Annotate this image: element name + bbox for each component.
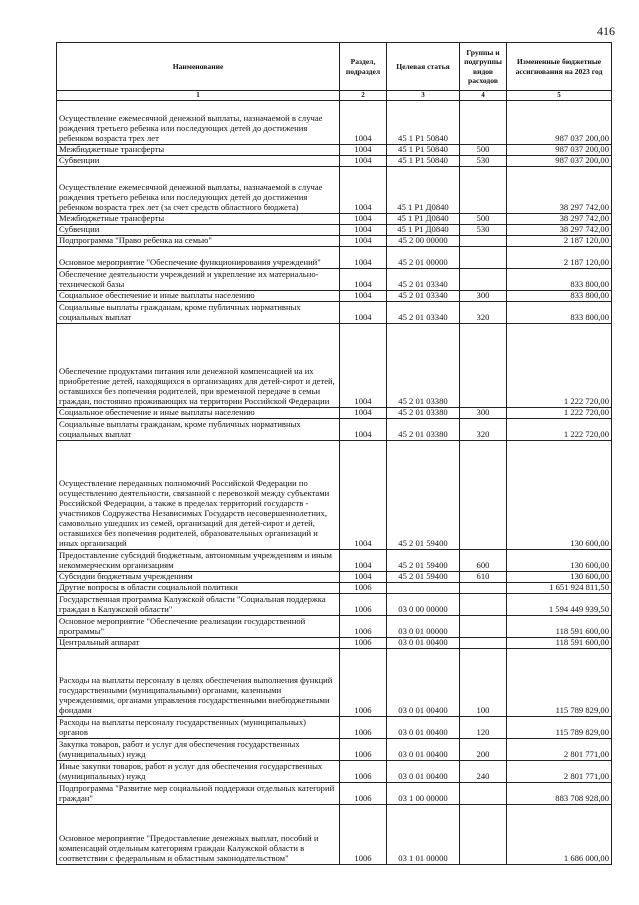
row-target-article: 45 2 01 03380 [387,419,460,441]
row-name: Основное мероприятие "Предоставление денежных выплат, пособий и компенсаций отдельным категориям граждан Калужской области в соответствии с федеральным и областным законодательством" [57,805,340,865]
row-section: 1004 [340,167,387,214]
table-row [57,572,612,583]
row-amount: 38 297 742,00 [507,167,612,214]
table-row [57,717,612,739]
row-expense-group [460,805,507,865]
row-section: 1004 [340,247,387,269]
table-row [57,761,612,783]
row-expense-group: 600 [460,550,507,572]
row-section: 1004 [340,408,387,419]
row-target-article: 03 0 01 00400 [387,761,460,783]
row-name: Другие вопросы в области социальной политики [57,583,340,594]
table-row [57,441,612,550]
row-target-article: 45 2 01 03340 [387,291,460,302]
row-target-article: 45 1 P1 Д0840 [387,167,460,214]
row-target-article: 45 1 P1 50840 [387,156,460,167]
row-name: Осуществление ежемесячной денежной выплаты, назначаемой в случае рождения третьего ребенка или последующих детей до достижения ребенком возраста трех лет [57,101,340,145]
row-name: Субвенции [57,156,340,167]
row-amount: 115 789 829,00 [507,717,612,739]
row-target-article: 45 1 P1 Д0840 [387,214,460,225]
row-expense-group: 500 [460,145,507,156]
row-amount: 115 789 829,00 [507,649,612,717]
row-expense-group [460,167,507,214]
row-name: Основное мероприятие "Обеспечение реализации государственной программы" [57,616,340,638]
row-target-article: 03 0 01 00400 [387,717,460,739]
row-amount: 38 297 742,00 [507,225,612,236]
row-name: Межбюджетные трансферты [57,145,340,156]
row-name: Социальное обеспечение и иные выплаты населению [57,408,340,419]
row-section: 1004 [340,145,387,156]
page-number: 416 [597,24,615,38]
row-section: 1004 [340,324,387,408]
row-expense-group: 320 [460,302,507,324]
header-target: Целевая статья [387,43,460,91]
column-number: 4 [460,91,507,101]
row-section: 1004 [340,572,387,583]
row-amount: 1 222 720,00 [507,408,612,419]
row-name: Межбюджетные трансферты [57,214,340,225]
row-name: Иные закупки товаров, работ и услуг для обеспечения государственных (муниципальных) нужд [57,761,340,783]
row-target-article: 03 0 01 00400 [387,649,460,717]
row-name: Осуществление переданных полномочий Российской Федерации по осуществлению деятельности, связанной с перевозкой между субъектами Российской Федерации, а также в пределах территорий государств - участников Содружества Независимых Государств несовершеннолетних, самовольно ушедших из семей, организаций для детей-сирот и детей, оставшихся без попечения родителей, образовательных организаций и иных организаций [57,441,340,550]
row-section: 1006 [340,739,387,761]
row-amount: 130 600,00 [507,572,612,583]
row-target-article: 45 2 01 03380 [387,408,460,419]
header-group: Группы и подгруппы видов расходов [460,43,507,91]
row-expense-group: 100 [460,649,507,717]
row-section: 1006 [340,805,387,865]
row-target-article [387,583,460,594]
table-row [57,156,612,167]
row-expense-group: 200 [460,739,507,761]
row-expense-group: 240 [460,761,507,783]
row-target-article: 45 2 01 03340 [387,269,460,291]
row-expense-group [460,247,507,269]
table-row [57,616,612,638]
row-name: Основное мероприятие "Обеспечение функционирования учреждений" [57,247,340,269]
row-expense-group [460,783,507,805]
row-section: 1004 [340,291,387,302]
table-row [57,783,612,805]
row-amount: 833 800,00 [507,291,612,302]
row-name: Расходы на выплаты персоналу в целях обеспечения выполнения функций государственными (муниципальными) органами, казенными учреждениями, органами управления государственными внебюджетными фондами [57,649,340,717]
row-amount: 2 801 771,00 [507,761,612,783]
table-row [57,324,612,408]
row-expense-group [460,594,507,616]
row-section: 1004 [340,269,387,291]
row-amount: 833 800,00 [507,302,612,324]
row-target-article: 03 0 01 00000 [387,616,460,638]
row-section: 1006 [340,761,387,783]
table-row [57,408,612,419]
row-amount: 118 591 600,00 [507,616,612,638]
row-amount: 130 600,00 [507,550,612,572]
row-target-article: 45 1 P1 50840 [387,145,460,156]
row-name: Обеспечение продуктами питания или денежной компенсацией на их приобретение детей, находящихся в организациях для детей-сирот и детей, оставшихся без попечения родителей, при временной передаче в семьи граждан, постоянно проживающих на территории Российской Федерации [57,324,340,408]
row-amount: 1 686 000,00 [507,805,612,865]
row-name: Подпрограмма "Развитие мер социальной поддержки отдельных категорий граждан" [57,783,340,805]
row-section: 1006 [340,649,387,717]
row-amount: 1 594 449 939,50 [507,594,612,616]
row-section: 1006 [340,594,387,616]
row-section: 1004 [340,419,387,441]
column-number: 3 [387,91,460,101]
row-expense-group: 610 [460,572,507,583]
table-body [57,101,612,865]
row-amount: 1 651 924 811,50 [507,583,612,594]
row-expense-group: 530 [460,225,507,236]
row-amount: 987 037 200,00 [507,101,612,145]
row-target-article: 45 2 01 03380 [387,324,460,408]
row-name: Подпрограмма "Право ребенка на семью" [57,236,340,247]
table-row [57,225,612,236]
header-amount: Измененные бюджетные ассигнования на 2023 год [507,43,612,91]
row-amount: 987 037 200,00 [507,145,612,156]
table-row [57,167,612,214]
budget-table [56,42,612,865]
row-target-article: 03 0 01 00400 [387,739,460,761]
table-row [57,739,612,761]
table-row [57,550,612,572]
row-name: Закупка товаров, работ и услуг для обеспечения государственных (муниципальных) нужд [57,739,340,761]
row-section: 1004 [340,101,387,145]
row-target-article: 45 2 01 59400 [387,572,460,583]
row-section: 1004 [340,302,387,324]
row-section: 1006 [340,616,387,638]
row-section: 1004 [340,236,387,247]
row-target-article: 45 1 P1 Д0840 [387,225,460,236]
row-name: Социальные выплаты гражданам, кроме публичных нормативных социальных выплат [57,419,340,441]
row-name: Социальные выплаты гражданам, кроме публичных нормативных социальных выплат [57,302,340,324]
table-row [57,236,612,247]
row-amount: 987 037 200,00 [507,156,612,167]
row-amount: 2 801 771,00 [507,739,612,761]
row-target-article: 03 1 01 00000 [387,805,460,865]
row-amount: 2 187 120,00 [507,236,612,247]
row-target-article: 45 2 00 00000 [387,236,460,247]
row-section: 1004 [340,214,387,225]
row-name: Обеспечение деятельности учреждений и укрепление их материально-технической базы [57,269,340,291]
header-section: Раздел, подраздел [340,43,387,91]
table-row [57,638,612,649]
table-row [57,583,612,594]
row-expense-group [460,236,507,247]
column-number: 2 [340,91,387,101]
row-expense-group [460,324,507,408]
row-section: 1004 [340,156,387,167]
row-expense-group [460,583,507,594]
row-amount: 1 222 720,00 [507,324,612,408]
row-expense-group [460,269,507,291]
column-number: 1 [57,91,340,101]
row-target-article: 45 2 01 59400 [387,441,460,550]
row-amount: 38 297 742,00 [507,214,612,225]
row-target-article: 03 1 00 00000 [387,783,460,805]
row-name: Субвенции [57,225,340,236]
row-expense-group [460,616,507,638]
row-expense-group: 300 [460,408,507,419]
header-name: Наименование [57,43,340,91]
row-name: Государственная программа Калужской области "Социальная поддержка граждан в Калужской области" [57,594,340,616]
row-amount: 130 600,00 [507,441,612,550]
row-expense-group: 120 [460,717,507,739]
row-section: 1006 [340,783,387,805]
row-section: 1004 [340,225,387,236]
row-amount: 883 708 928,00 [507,783,612,805]
row-target-article: 03 0 01 00400 [387,638,460,649]
row-amount: 118 591 600,00 [507,638,612,649]
table-row [57,594,612,616]
table-row [57,649,612,717]
table-row [57,269,612,291]
row-name: Субсидии бюджетным учреждениям [57,572,340,583]
row-section: 1006 [340,717,387,739]
table-row [57,214,612,225]
row-name: Социальное обеспечение и иные выплаты населению [57,291,340,302]
row-amount: 1 222 720,00 [507,419,612,441]
table-row [57,419,612,441]
row-expense-group [460,638,507,649]
row-section: 1004 [340,441,387,550]
table-row [57,247,612,269]
row-target-article: 03 0 00 00000 [387,594,460,616]
row-section: 1004 [340,550,387,572]
row-target-article: 45 1 P1 50840 [387,101,460,145]
row-name: Предоставление субсидий бюджетным, автономным учреждениям и иным некоммерческим организациям [57,550,340,572]
row-expense-group [460,441,507,550]
row-target-article: 45 2 01 59400 [387,550,460,572]
table-row [57,145,612,156]
row-section: 1006 [340,638,387,649]
table-row [57,805,612,865]
row-target-article: 45 2 01 03340 [387,302,460,324]
row-amount: 2 187 120,00 [507,247,612,269]
row-expense-group [460,101,507,145]
table-row [57,302,612,324]
row-expense-group: 300 [460,291,507,302]
row-name: Центральный аппарат [57,638,340,649]
table-row [57,291,612,302]
row-name: Осуществление ежемесячной денежной выплаты, назначаемой в случае рождения третьего ребенка или последующих детей до достижения ребенком возраста трех лет (за счет средств областного бюджета) [57,167,340,214]
row-expense-group: 530 [460,156,507,167]
column-number: 5 [507,91,612,101]
row-expense-group: 320 [460,419,507,441]
row-target-article: 45 2 01 00000 [387,247,460,269]
row-name: Расходы на выплаты персоналу государственных (муниципальных) органов [57,717,340,739]
row-expense-group: 500 [460,214,507,225]
table-row [57,101,612,145]
row-section: 1006 [340,583,387,594]
row-amount: 833 800,00 [507,269,612,291]
